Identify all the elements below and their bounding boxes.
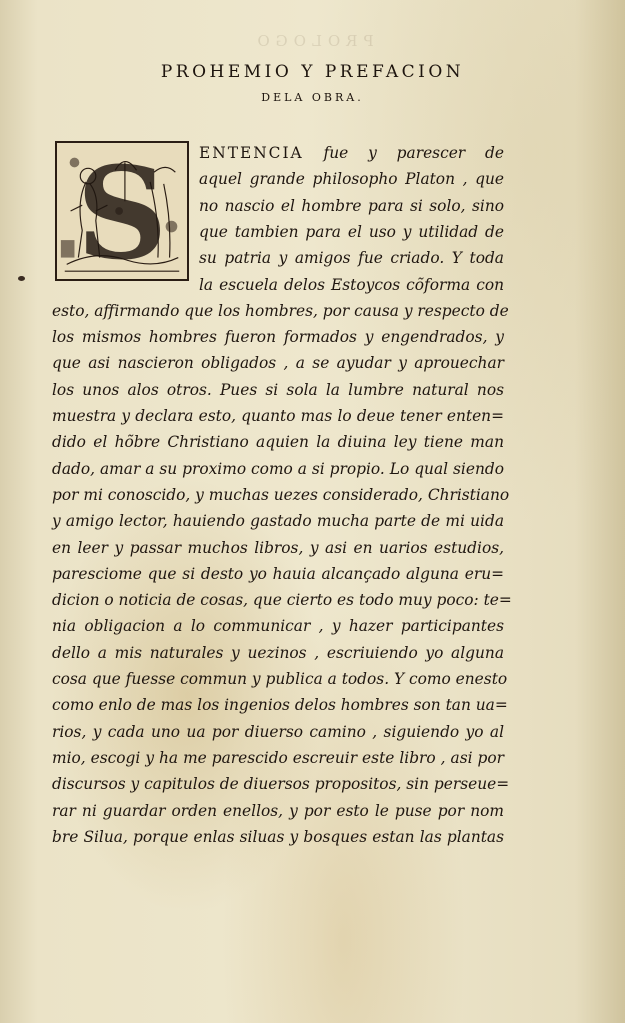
text-line: paresciome que si desto yo hauia alcançado alguna eru= (52, 564, 504, 583)
text-line: dado, amar a su proximo como a si propio. Lo qual siendo (52, 459, 504, 478)
text-line: los mismos hombres fueron formados y engendrados, y (52, 328, 504, 347)
text-line: su patria y amigos fue criado. Y toda (199, 249, 504, 268)
text-line: que tambien para el uso y utilidad de (199, 222, 504, 241)
text-line: la escuela delos Estoycos cõforma con (199, 275, 504, 294)
page-title: PROHEMIO Y PREFACION (160, 62, 465, 82)
line-text: fue y parescer de (303, 144, 504, 162)
text-line: los unos alos otros. Pues si sola la lumbre natural nos (52, 380, 504, 399)
ink-blot (18, 276, 25, 281)
text-line: aquel grande philosopho Platon , que (199, 170, 504, 189)
text-line: que asi nascieron obligados , a se ayudar y aprouechar (52, 354, 504, 373)
text-line: bre Silua, porque enlas siluas y bosques estan las plantas (52, 827, 504, 846)
text-line: en leer y passar muchos libros, y asi en uarios estudios, (52, 538, 504, 557)
text-line: dido el hõbre Christiano aquien la diuina ley tiene man (52, 433, 504, 452)
text-line: por mi conoscido, y muchas uezes considerado, Christiano (52, 485, 510, 504)
text-line: discursos y capitulos de diuersos propositos, sin perseue= (52, 775, 510, 794)
text-line: rar ni guardar orden enellos, y por esto le puse por nom (52, 801, 504, 820)
woodcut-illustration (57, 143, 187, 279)
text-line: cosa que fuesse commun y publica a todos. Y como enesto (52, 670, 508, 688)
text-line: dello a mis naturales y uezinos , escriuiendo yo alguna (52, 643, 504, 662)
text-line: esto, affirmando que los hombres, por causa y respecto de (52, 301, 509, 320)
text-line: mio, escogi y ha me parescido escreuir este libro , asi por (52, 748, 504, 767)
decorated-initial-s (55, 141, 189, 281)
text-line: nia obligacion a lo communicar , y hazer participantes (52, 617, 504, 636)
text-line: como enlo de mas los ingenios delos hombres son tan ua= (52, 696, 508, 715)
opening-word: ENTENCIA (199, 144, 304, 162)
text-line: no nascio el hombre para si solo, sino (199, 196, 504, 215)
text-line (199, 140, 504, 166)
initial-letter: S (76, 143, 168, 279)
text-line: dicion o noticia de cosas, que cierto es todo muy poco: te= (52, 591, 512, 610)
page-subtitle: DELA OBRA. (261, 91, 364, 104)
text-line: y amigo lector, hauiendo gastado mucha parte de mi uida (52, 512, 504, 531)
text-line: rios, y cada uno ua por diuerso camino , siguiendo yo al (52, 722, 504, 741)
text-line: muestra y declara esto, quanto mas lo deue tener enten= (52, 407, 504, 425)
show-through-text: PROLOGO (251, 32, 374, 50)
